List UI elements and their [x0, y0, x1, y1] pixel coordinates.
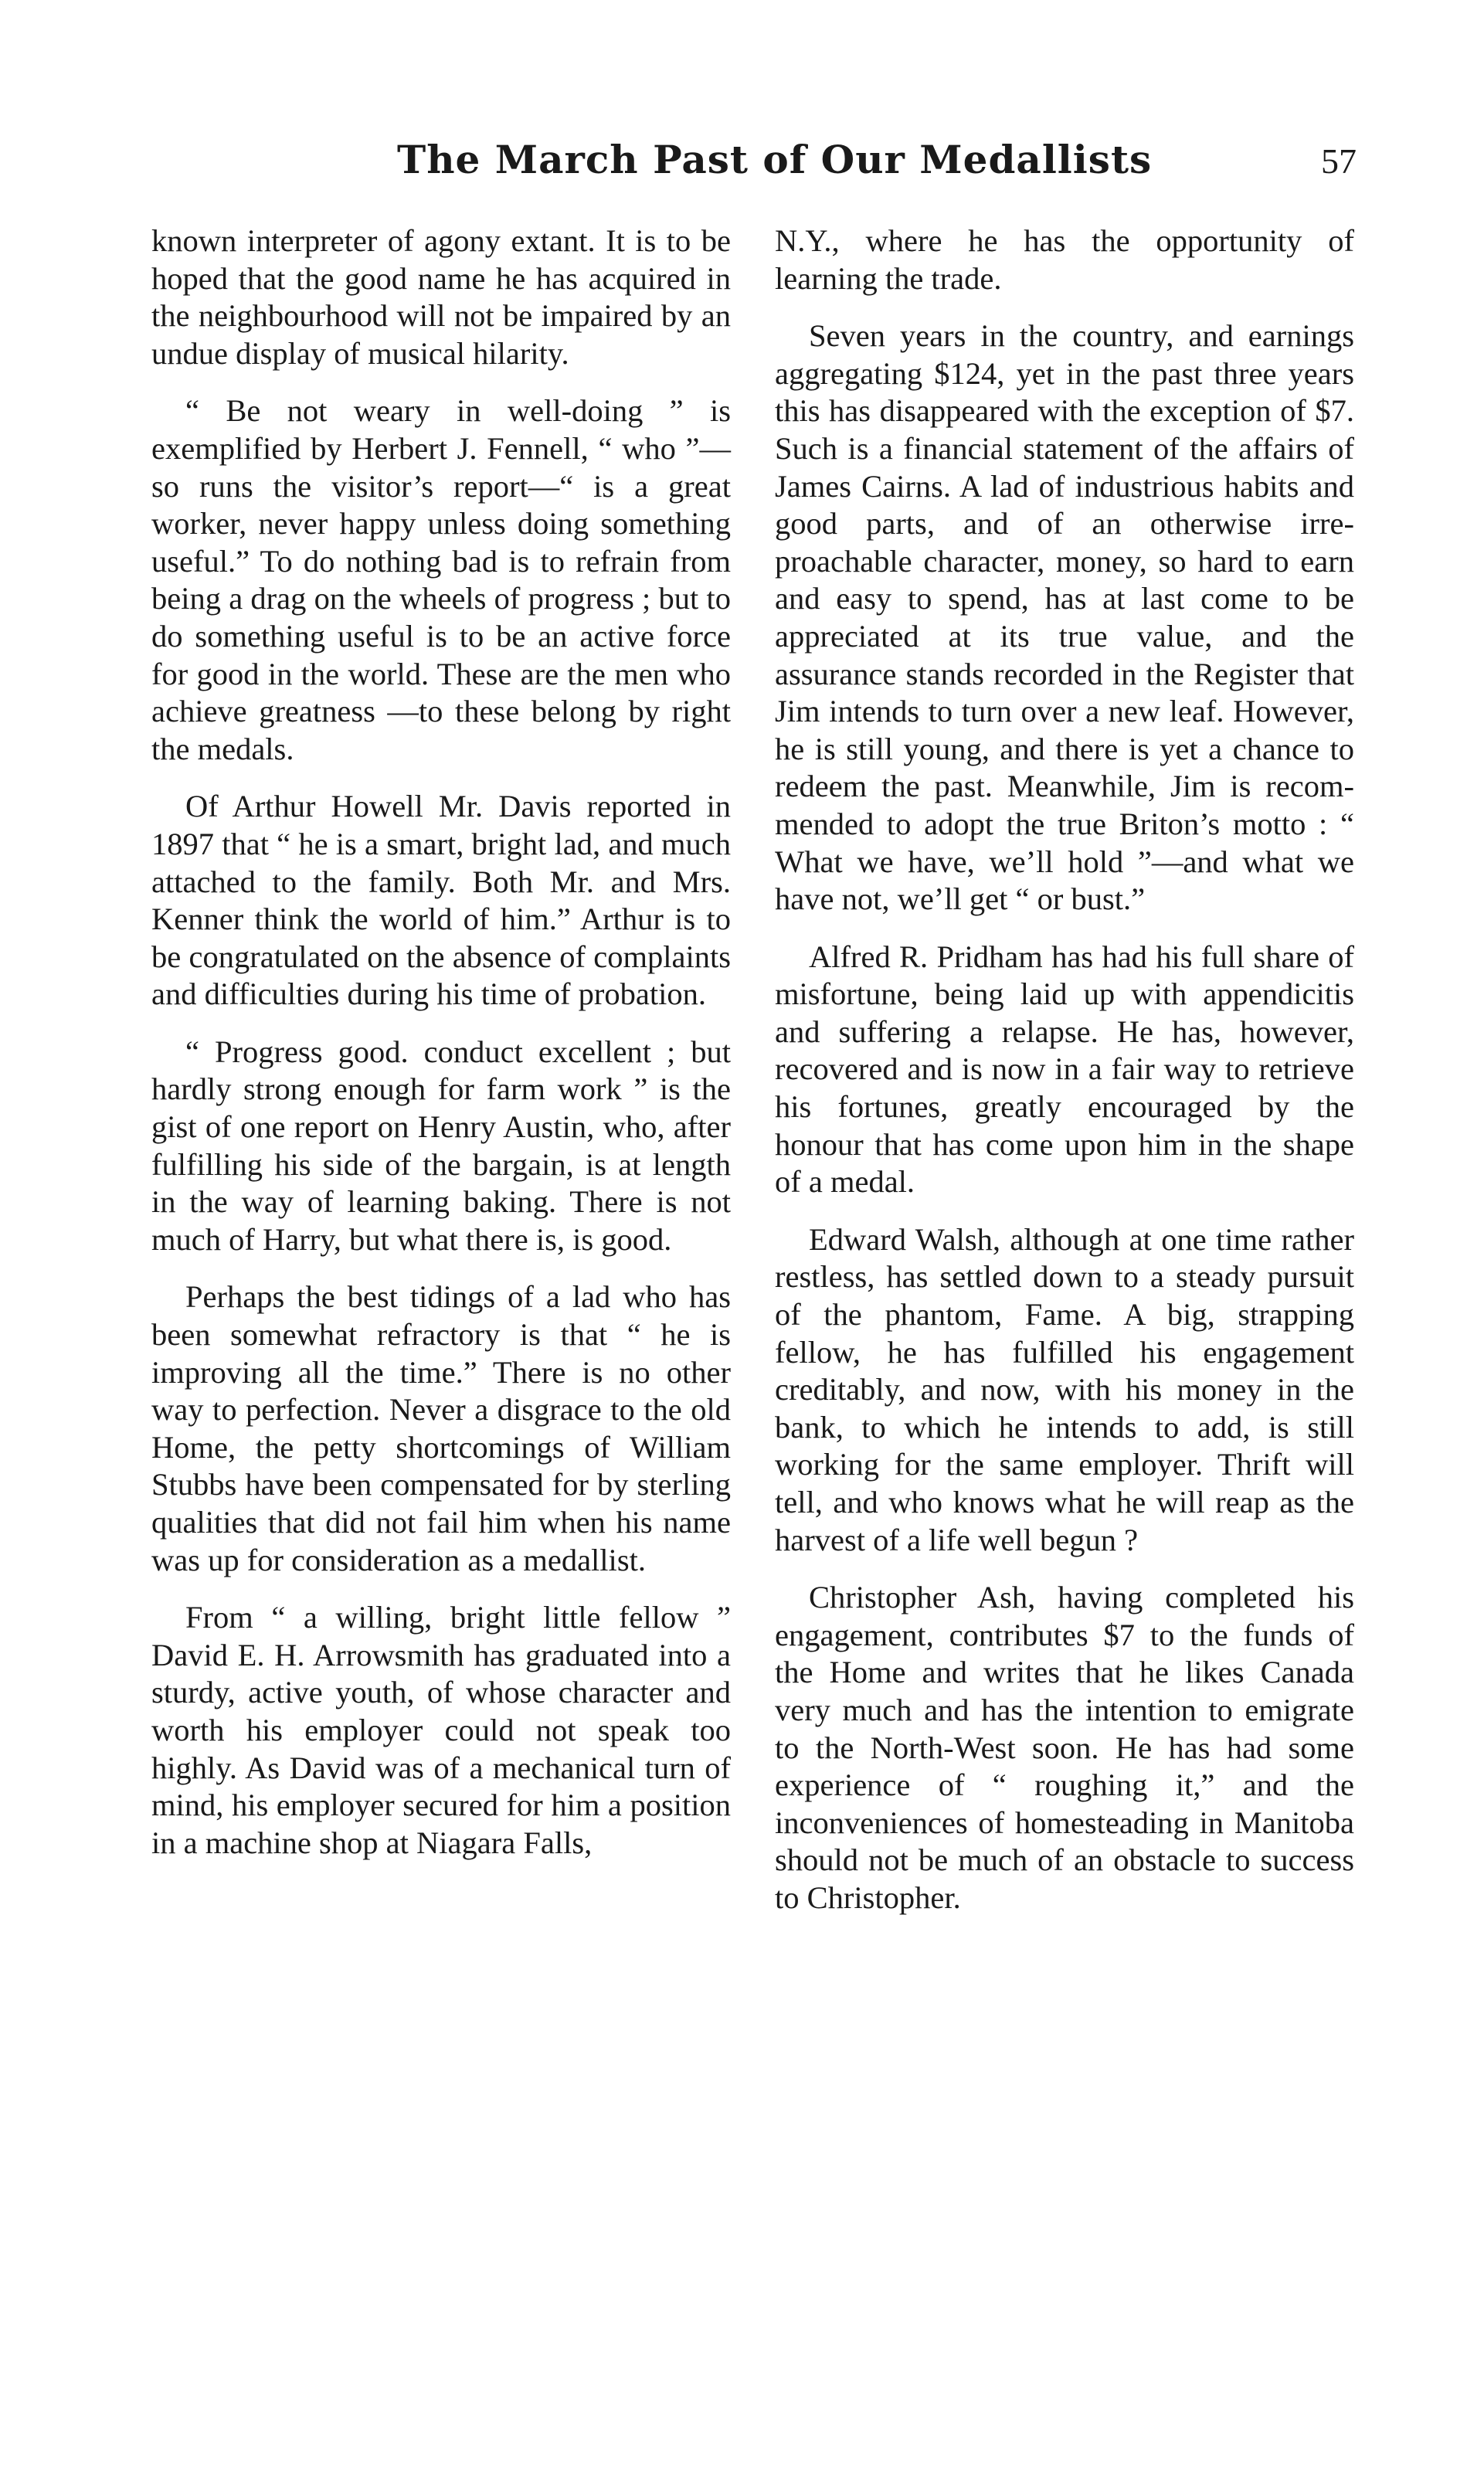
- paragraph: known interpreter of agony extant. It is to be hoped that the good name he has acquired in the neighbourhood will not be impaired by an undue display of musical hilarity.: [151, 223, 731, 371]
- paragraph: Edward Walsh, although at one time rather restless, has settled down to a steady pursuit of the phantom, Fame. A big, strapping fellow, he has fulfilled his engagement creditably, and now, with his money in the bank, to which he intends to add, is still working for the same employer. Thrift will tell, and who knows what he will reap as the harvest of a life well begun ?: [775, 1221, 1354, 1557]
- page-header: [151, 124, 1357, 193]
- paragraph: Alfred R. Pridham has had his full share of misfortune, being laid up with appendicitis and suffering a relapse. He has, however, recovered and is now in a fair way to retrieve his fortunes, greatly encouraged by the honour that has come upon him in the shape of a medal.: [775, 939, 1354, 1200]
- right-column: [775, 222, 1354, 1937]
- paragraph: Of Arthur Howell Mr. Davis reported in 1897 that “ he is a smart, bright lad, and much attached to the family. Both Mr. and Mrs. Kenner think the world of him.” Arthur is to be congratulated on the absence of complaints and difficulties during his time of probation.: [151, 789, 731, 1012]
- paragraph: From “ a willing, bright little fellow ” David E. H. Arrowsmith has graduated into a sturdy, active youth, of whose character and worth his employer could not speak too highly. As David was of a mechanical turn of mind, his employer secured for him a position in a machine shop at Niagara Falls,: [151, 1600, 731, 1860]
- running-title: The March Past of Our Medallists: [397, 137, 1153, 182]
- paragraph: Seven years in the country, and earnings aggregating $124, yet in the past three years this has disappeared with the exception of $7. Such is a financial statement of the affairs of James Cairns. A lad of industrious habits and good parts, and of an otherwise irreproachable character, money, so hard to earn and easy to spend, has at last come to be appreciated at its true value, and the assurance stands recorded in the Register that Jim intends to turn over a new leaf. However, he is still young, and there is yet a chance to redeem the past. Meanwhile, Jim is recommended to adopt the true Briton’s motto : “ What we have, we’ll hold ”—and what we have not, we’ll get “ or bust.”: [775, 318, 1354, 917]
- paragraph: N.Y., where he has the opportunity of learning the trade.: [775, 223, 1354, 296]
- paragraph: “ Progress good. conduct excellent ; but hardly strong enough for farm work ” is the gist of one report on Henry Austin, who, after fulfilling his side of the bargain, is at length in the way of learning baking. There is not much of Harry, but what there is, is good.: [151, 1034, 731, 1257]
- paragraph: Christopher Ash, having completed his engagement, contributes $7 to the funds of the Home and writes that he likes Canada very much and has the intention to emigrate to the North-West soon. He has had some experience of “ roughing it,” and the inconveniences of homesteading in Manitoba should not be much of an obstacle to success to Christopher.: [775, 1580, 1354, 1915]
- left-column: [151, 222, 731, 1882]
- page-number: 57: [1321, 141, 1357, 181]
- paragraph: Perhaps the best tidings of a lad who has been somewhat refractory is that “ he is improving all the time.” There is no other way to perfection. Never a disgrace to the old Home, the petty shortcomings of William Stubbs have been compensated for by sterling qualities that did not fail him when his name was up for consideration as a medallist.: [151, 1279, 731, 1577]
- paragraph: “ Be not weary in well-doing ” is exemplified by Herbert J. Fennell, “ who ”—so runs the visitor’s report—“ is a great worker, never happy unless doing something useful.” To do nothing bad is to refrain from being a drag on the wheels of progress ; but to do something useful is to be an active force for good in the world. These are the men who achieve greatness —to these belong by right the medals.: [151, 393, 731, 766]
